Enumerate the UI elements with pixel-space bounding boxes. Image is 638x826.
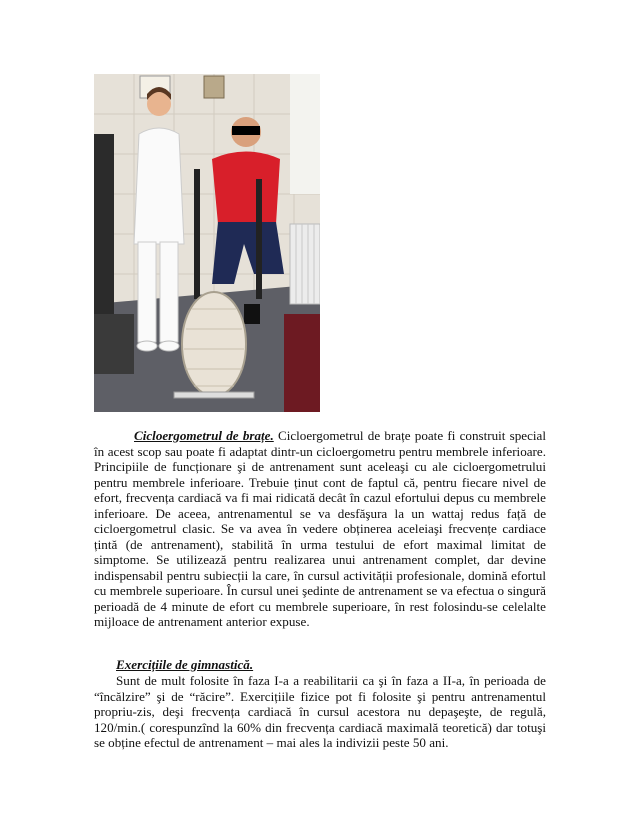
exercise-photo xyxy=(94,74,320,412)
photo-illustration xyxy=(94,74,320,412)
paragraph-body: Cicloergometrul de brațe poate fi construit special în acest scop sau poate fi adaptat dintr-un cicloergometru pentru membrele inferioare. Principiile de funcționare şi de antrenament sunt aceleaşi cu ale cicloergometrului pentru membrele inferioare. Trebuie ținut cont de faptul că, pentru fiecare nivel de efort, frecvența cardiacă va fi mai ridicată decât în cazul efortului depus cu membrele inferioare. De aceea, antrenamentul se va desfăşura la un wattaj redus față de cicloergometrul clasic. Se va avea în vedere obținerea aceleiaşi frecvențe cardiace țintă (de antrenament), stabilită în urma testului de efort maximal limitat de simptome. Se utilizează pentru realizarea unui antrenament complet, dar devine indispensabil pentru subiecții la care, în cursul activității profesionale, domină efortul cu membrele superioare. În cursul unei şedinte de antrenament se va efectua o singură perioadă de 4 minute de efort cu membrele superioare, în rest folosindu-se celelalte mijloace de antrenament anterior expuse. xyxy=(94,428,546,629)
section-heading: Exercițiile de gimnastică. xyxy=(116,657,254,672)
paragraph-gymnastics: Sunt de mult folosite în faza I-a a reabilitarii ca şi în faza a II-a, în perioada de “încălzire” şi de “răcire”. Exercițiile fizice pot fi folosite şi pentru antrenamentul propriu-zis, deşi frecvența cardiacă în cursul acestora nu depaşeşte, de regulă, 120/min.( corespunzînd la 60% din frecvența cardiacă maximală teoretică) dar totuşi se obține efectul de antrenament – mai ales la indivizii peste 50 ani. xyxy=(94,673,546,750)
paragraph-lead: Cicloergometrul de brațe. xyxy=(134,428,274,443)
paragraph-arm-ergometer xyxy=(94,428,546,630)
